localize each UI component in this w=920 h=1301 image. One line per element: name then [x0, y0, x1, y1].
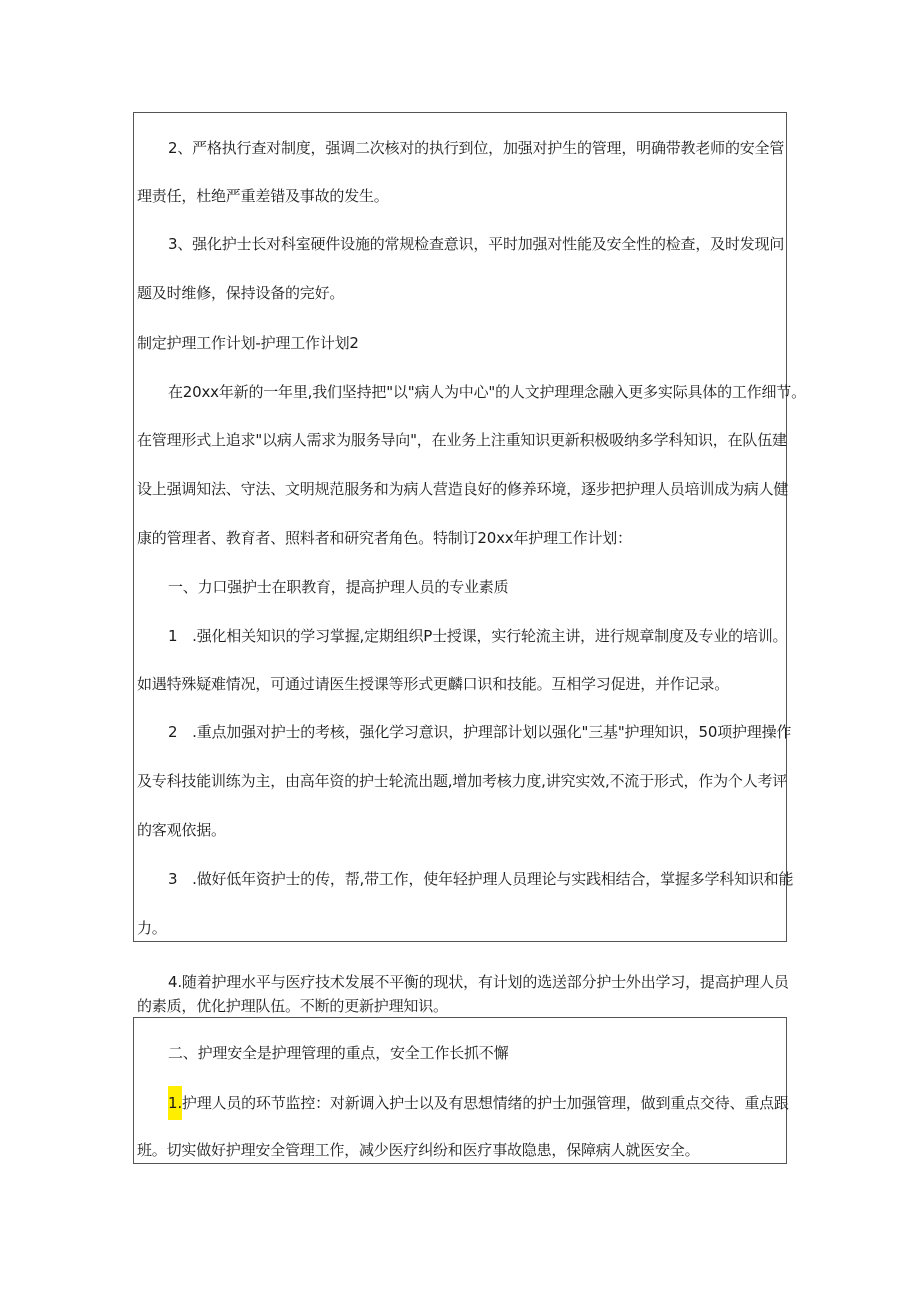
intro-line-3: 设上强调知法、守法、文明规范服务和为病人营造良好的修养环境，逐步把护理人员培训成为病人健: [137, 480, 789, 498]
highlighted-number: 1.: [168, 1086, 182, 1120]
item-4-line-1: 4.随着护理水平与医疗技术发展不平衡的现状，有计划的选送部分护士外出学习，提高护理人员: [168, 973, 789, 991]
intro-line-2: 在管理形式上追求"以病人需求为服务导向"，在业务上注重知识更新积极吸纳多学科知识，在队伍建: [137, 431, 787, 449]
item-2-line-1: 2 .重点加强对护士的考核，强化学习意识，护理部计划以强化"三基"护理知识，50项护理操作: [168, 723, 792, 741]
safety-item-1-line-2: 班。切实做好护理安全管理工作，减少医疗纠纷和医疗事故隐患，保障病人就医安全。: [137, 1141, 700, 1159]
safety-item-1-line-1: [137, 1093, 789, 1113]
paragraph-3-line-2: 题及时维修，保持设备的完好。: [137, 284, 345, 302]
item-3-line-2: 力。: [137, 919, 167, 937]
intro-line-4: 康的管理者、教育者、照料者和研究者角色。特制订20xx年护理工作计划：: [137, 529, 632, 547]
item-2-line-3: 的客观依据。: [137, 821, 226, 839]
safety-item-1-text: 护理人员的环节监控：对新调入护士以及有思想情绪的护士加强管理，做到重点交待、重点跟: [181, 1094, 789, 1112]
item-1-line-2: 如遇特殊疑难情况，可通过请医生授课等形式更麟口识和技能。互相学习促进，并作记录。: [137, 675, 730, 693]
plan-title: 制定护理工作计划-护理工作计划2: [137, 334, 359, 352]
item-3-line-1: 3 .做好低年资护士的传，帮,带工作，使年轻护理人员理论与实践相结合，掌握多学科知识和能: [168, 870, 794, 888]
paragraph-2-line-2: 理责任，杜绝严重差错及事故的发生。: [137, 187, 389, 205]
paragraph-2-line-1: 2、严格执行查对制度，强调二次核对的执行到位，加强对护生的管理，明确带教老师的安全管: [168, 139, 785, 157]
paragraph-3-line-1: 3、强化护士长对科室硬件设施的常规检查意识，平时加强对性能及安全性的检查，及时发现问: [168, 235, 785, 253]
heading-1: 一、力口强护士在职教育，提高护理人员的专业素质: [168, 578, 509, 596]
item-1-line-1: 1 .强化相关知识的学习掌握,定期组织P士授课，实行轮流主讲，进行规章制度及专业的培训。: [168, 627, 788, 645]
heading-2: 二、护理安全是护理管理的重点，安全工作长抓不懈: [168, 1044, 509, 1062]
item-4-line-2: 的素质，优化护理队伍。不断的更新护理知识。: [137, 997, 448, 1015]
item-2-line-2: 及专科技能训练为主，由高年资的护士轮流出题,增加考核力度,讲究实效,不流于形式，作为个人考评: [137, 772, 788, 790]
intro-line-1: 在20xx年新的一年里,我们坚持把"以"病人为中心"的人文护理理念融入更多实际具体的工作细节。: [168, 383, 806, 401]
